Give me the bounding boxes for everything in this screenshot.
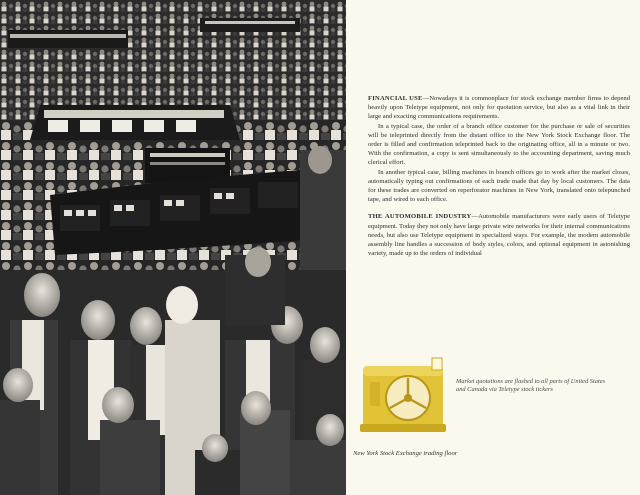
ticker-note: Market quotations are flashed to all parts of United States and Canada via Teletype stock tickers — [456, 378, 606, 394]
financial-paragraph-2: In a typical case, the order of a branch office customer for the purchase or sale of securities will be teleprinted directly from the distant office to the New York Stock Exchange floor. The order is filled and confirmation teleprinted back to the originating office, all in a minute or two. With the confirmation, a copy is sent simultaneously to the accounting department, saving much clerical effort. — [368, 122, 630, 167]
body-copy — [368, 94, 630, 258]
financial-paragraph-1: FINANCIAL USE—Nowadays it is commonplace for stock exchange member firms to depend heavily upon Teletype equipment, not only for quotation service, but also as a vital link in their large and exacting communications requirements. — [368, 95, 631, 121]
photo-caption: New York Stock Exchange trading floor — [353, 450, 458, 457]
automobile-paragraph-1: THE AUTOMOBILE INDUSTRY—Automobile manufacturers were early users of Teletype equipment. Today they not only have large private wire networks for their internal communications needs, but also use Teletype equipment in specialized ways. For example, the modern automobile assembly line handles a succession of body styles, colors, and optional equipment in astonishing variety, made up to the orders of individual — [368, 213, 630, 258]
stock-ticker-illustration — [360, 352, 446, 438]
stock-ticker-icon — [360, 352, 446, 438]
financial-heading: FINANCIAL USE — [368, 95, 423, 102]
financial-paragraph-3: In another typical case, billing machines in branch offices go to work after the market closes, automatically typing out confirmations of each trade made that day by local customers. The data for these trades are converted on reperforator machines in New York, translated onto telepunched tape, and wired to each office. — [368, 168, 630, 204]
automobile-heading: THE AUTOMOBILE INDUSTRY — [368, 213, 472, 221]
